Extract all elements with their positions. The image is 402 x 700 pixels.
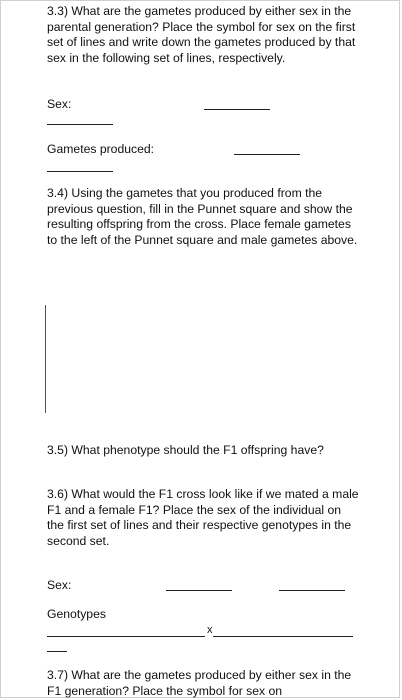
q36-genotypes-label: Genotypes <box>47 607 106 621</box>
cross-symbol: x <box>207 624 213 636</box>
q36-sex-blank-male[interactable] <box>166 590 232 591</box>
q33-sex-blank-2[interactable] <box>47 124 113 125</box>
punnett-square-left-edge <box>45 305 46 413</box>
q36-sex-label: Sex: <box>47 578 72 592</box>
q33-gametes-blank-1[interactable] <box>234 154 300 155</box>
question-3-7-text: 3.7) What are the gametes produced by either sex in the F1 generation? Place the symbol for sex on <box>47 668 352 698</box>
question-3-4-text: 3.4) Using the gametes that you produced from the previous question, fill in the Punnet square and show the resulting offspring from the cross. Place female gametes to the left of the Punnet square and male gametes above. <box>47 186 358 247</box>
q33-gametes-label: Gametes produced: <box>47 142 155 156</box>
q33-sex-blank-1[interactable] <box>204 109 270 110</box>
question-3-3-text: 3.3) What are the gametes produced by either sex in the parental generation? Place the symbol for sex on the first set of lines and write down the gametes produced by that sex in the following set of lines, respectively. <box>47 4 356 65</box>
q33-sex-label: Sex: <box>47 97 72 111</box>
q36-genotype-blank-2[interactable] <box>213 636 353 637</box>
q36-genotype-blank-3[interactable] <box>47 651 67 652</box>
q33-gametes-blank-2[interactable] <box>47 171 113 172</box>
question-3-6-text: 3.6) What would the F1 cross look like if we mated a male F1 and a female F1? Place the sex of the individual on the first set of lines and their respective genotypes in the second set. <box>47 487 359 548</box>
q36-sex-blank-female[interactable] <box>279 590 345 591</box>
question-3-5-text: 3.5) What phenotype should the F1 offspring have? <box>47 443 324 457</box>
q36-genotype-blank-1[interactable] <box>47 636 205 637</box>
